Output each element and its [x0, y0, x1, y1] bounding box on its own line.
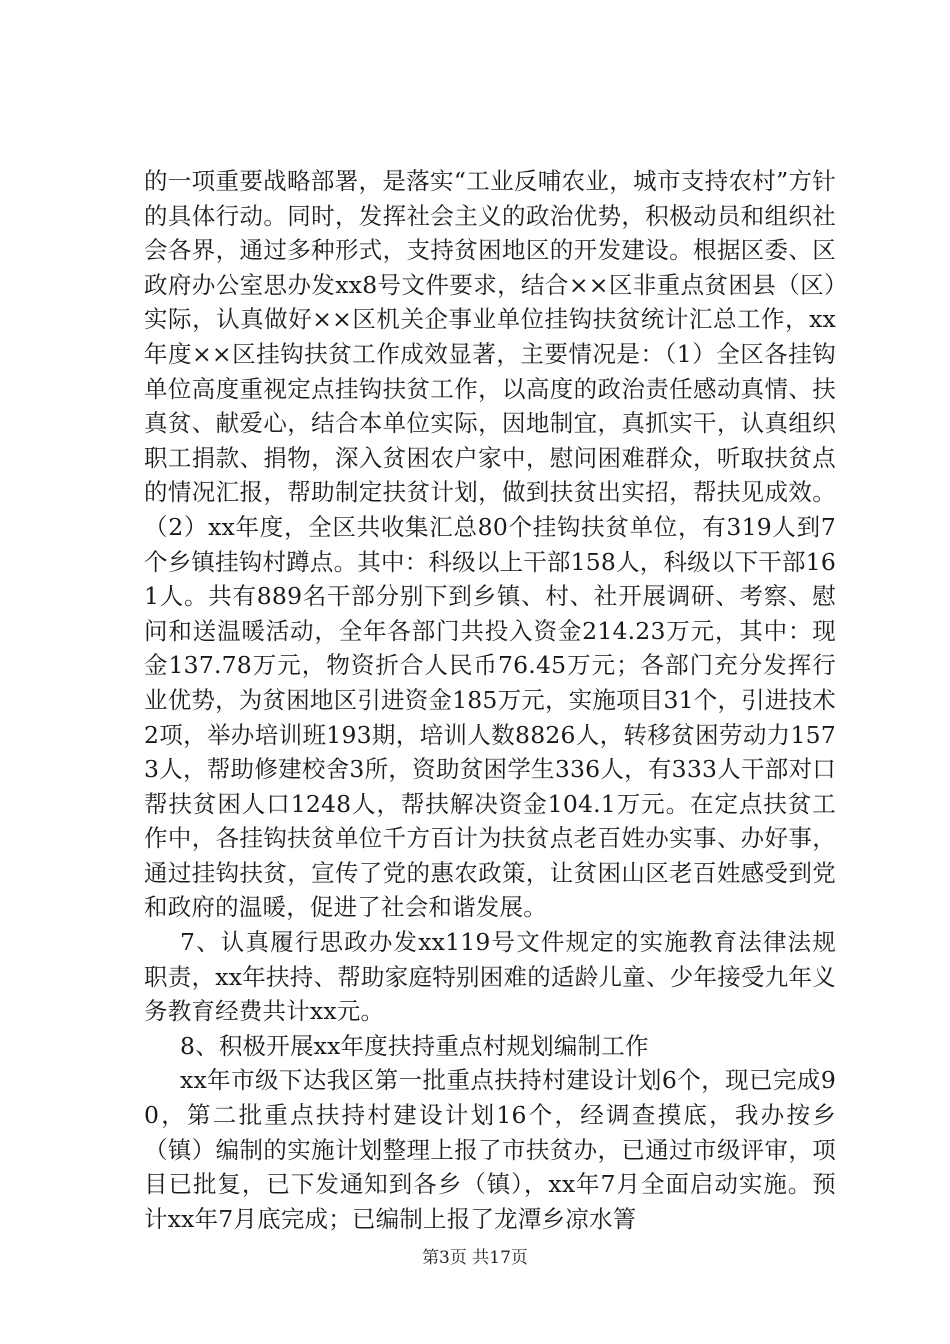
document-body — [144, 164, 836, 1236]
paragraph-item-8-body: xx年市级下达我区第一批重点扶持村建设计划6个，现已完成90，第二批重点扶持村建设计划16个，经调查摸底，我办按乡（镇）编制的实施计划整理上报了市扶贫办，已通过市级评审，项目已批复，已下发通知到各乡（镇），xx年7月全面启动实施。预计xx年7月底完成；已编制上报了龙潭乡凉水箐 — [144, 1066, 836, 1233]
page-number-footer: 第3页 共17页 — [422, 1248, 528, 1268]
paragraph-item-7: 7、认真履行思政办发xx119号文件规定的实施教育法律法规职责，xx年扶持、帮助家庭特别困难的适龄儿童、少年接受九年义务教育经费共计xx元。 — [144, 928, 836, 1026]
paragraph-continuation: 的一项重要战略部署，是落实“工业反哺农业，城市支持农村”方针的具体行动。同时，发挥社会主义的政治优势，积极动员和组织社会各界，通过多种形式，支持贫困地区的开发建设。根据区委、区政府办公室思办发xx8号文件要求，结合××区非重点贫困县（区）实际，认真做好××区机关企事业单位挂钩扶贫统计汇总工作，xx年度××区挂钩扶贫工作成效显著，主要情况是：（1）全区各挂钩单位高度重视定点挂钩扶贫工作，以高度的政治责任感动真情、扶真贫、献爱心，结合本单位实际，因地制宜，真抓实干，认真组织职工捐款、捐物，深入贫困农户家中，慰问困难群众，听取扶贫点的情况汇报，帮助制定扶贫计划，做到扶贫出实招，帮扶见成效。（2）xx年度，全区共收集汇总80个挂钩扶贫单位，有319人到7个乡镇挂钩村蹲点。其中：科级以上干部158人，科级以下干部161人。共有889名干部分别下到乡镇、村、社开展调研、考察、慰问和送温暖活动，全年各部门共投入资金214.23万元，其中：现金137.78万元，物资折合人民币76.45万元；各部门充分发挥行业优势，为贫困地区引进资金185万元，实施项目31个，引进技术2项，举办培训班193期，培训人数8826人，转移贫困劳动力1573人，帮助修建校舍3所，资助贫困学生336人，有333人干部对口帮扶贫困人口1248人，帮扶解决资金104.1万元。在定点扶贫工作中，各挂钩扶贫单位千方百计为扶贫点老百姓办实事、办好事，通过挂钩扶贫，宣传了党的惠农政策，让贫困山区老百姓感受到党和政府的温暖，促进了社会和谐发展。 — [144, 167, 836, 922]
paragraph-item-8-heading: 8、积极开展xx年度扶持重点村规划编制工作 — [180, 1031, 649, 1060]
